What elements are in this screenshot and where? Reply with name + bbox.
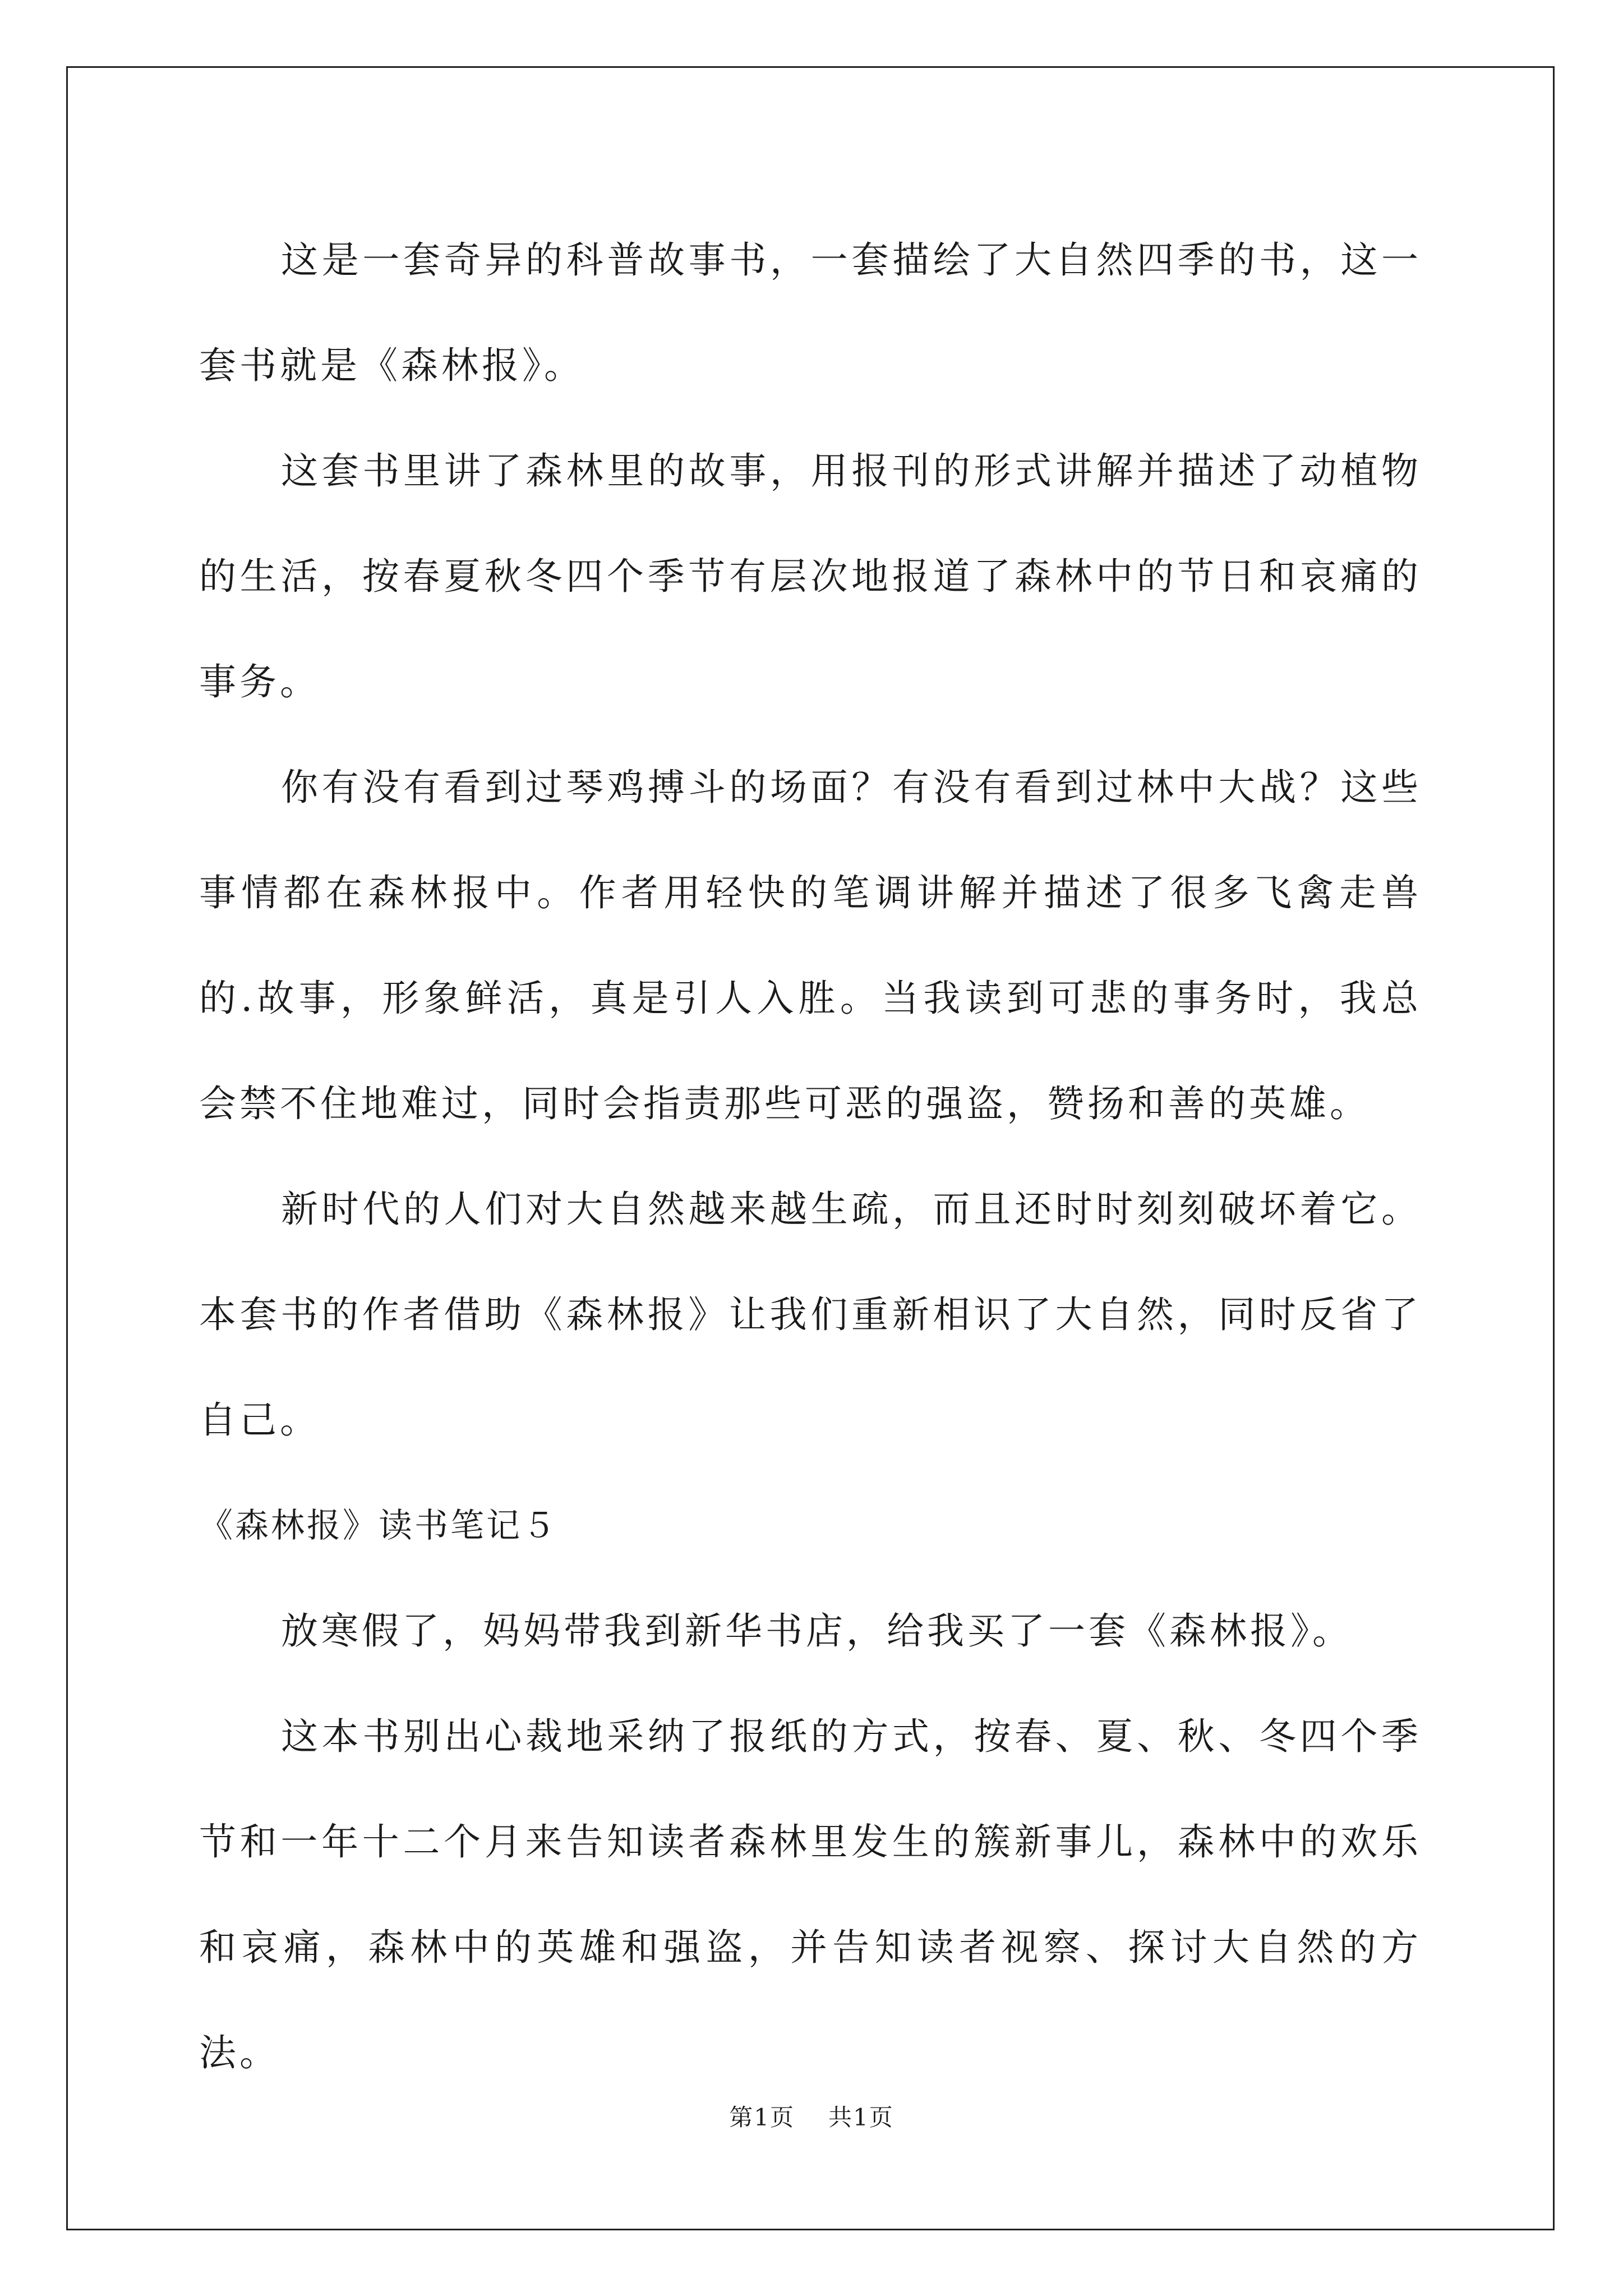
paragraph-content: 这套书里讲了森林里的故事，用报刊的形式讲解并描述了动植物的生活，按春夏秋冬四个季节有层次地报道了森林中的节日和哀痛的事务。 xyxy=(199,449,1422,703)
section-heading: 《森林报》读书笔记５ xyxy=(199,1506,558,1545)
paragraph-intro: 这是一套奇异的科普故事书，一套描绘了大自然四季的书，这一套书就是《森林报》。 xyxy=(199,238,1422,387)
page-footer xyxy=(0,2101,1623,2134)
paragraph-reflection: 新时代的人们对大自然越来越生疏，而且还时时刻刻破坏着它。本套书的作者借助《森林报》让我们重新相识了大自然，同时反省了自己。 xyxy=(199,1188,1422,1442)
page-total: 共1页 xyxy=(828,2104,894,2131)
page-number: 第1页 xyxy=(729,2104,795,2131)
paragraph-book-format: 这本书别出心裁地采纳了报纸的方式，按春、夏、秋、冬四个季节和一年十二个月来告知读者森林里发生的簇新事儿，森林中的欢乐和哀痛，森林中的英雄和强盗，并告知读者视察、探讨大自然的方法。 xyxy=(199,1715,1422,2074)
paragraph-winter-break: 放寒假了，妈妈带我到新华书店，给我买了一套《森林报》。 xyxy=(281,1609,1353,1653)
paragraph-stories: 你有没有看到过琴鸡搏斗的场面？有没有看到过林中大战？这些事情都在森林报中。作者用轻快的笔调讲解并描述了很多飞禽走兽的.故事，形象鲜活，真是引人入胜。当我读到可悲的事务时，我总会禁不住地难过，同时会指责那些可恶的强盗，赞扬和善的英雄。 xyxy=(199,766,1422,1125)
document-body xyxy=(199,208,1422,2106)
